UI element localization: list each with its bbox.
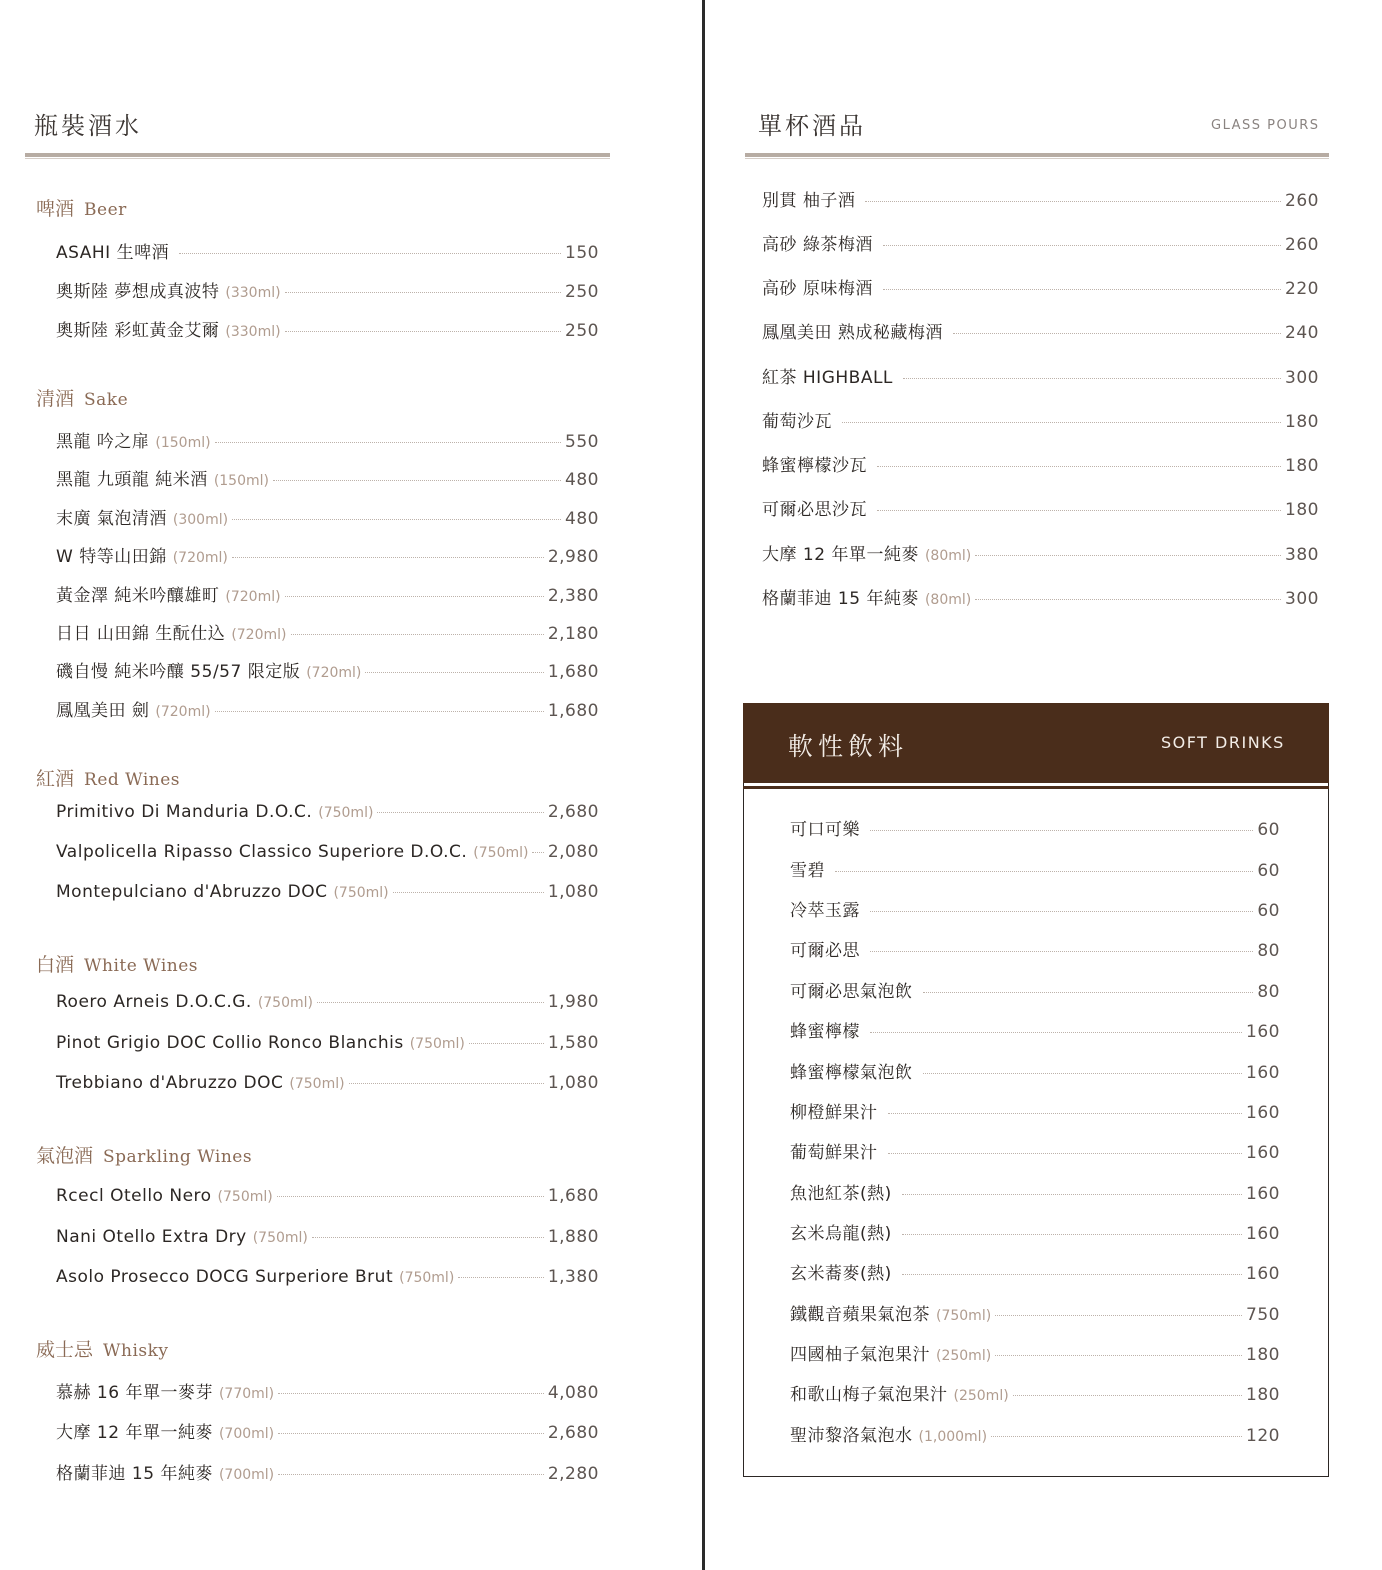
menu-item: 慕赫 16 年單一麥芽 (770ml) 4,080 [56, 1383, 599, 1403]
category-zh: 氣泡酒 [36, 1145, 94, 1167]
menu-item: 鳳凰美田 劍 (720ml) 1,680 [56, 701, 599, 721]
menu-item: Primitivo Di Manduria D.O.C. (750ml) 2,680 [56, 802, 599, 822]
category-beer [36, 194, 127, 221]
bottled-title: 瓶裝酒水 [34, 112, 142, 140]
category-whisky [36, 1335, 169, 1362]
page-divider [702, 0, 705, 1570]
menu-item: 黑龍 吟之扉 (150ml) 550 [56, 432, 599, 452]
menu-item: 格蘭菲迪 15 年純麥 (700ml) 2,280 [56, 1464, 599, 1484]
menu-item: 四國柚子氣泡果汁 (250ml) 180 [790, 1345, 1280, 1365]
category-en: Beer [84, 200, 127, 220]
glass-title: 單杯酒品 [758, 112, 866, 140]
menu-item: 蜂蜜檸檬沙瓦 180 [762, 456, 1319, 476]
soft-drinks-header-rule [743, 786, 1329, 789]
category-sparkling-wines [36, 1141, 252, 1168]
menu-item: 高砂 原味梅酒 220 [762, 279, 1319, 299]
glass-title-rule [745, 153, 1329, 159]
menu-item: 可爾必思氣泡飲 80 [790, 982, 1280, 1002]
menu-item: 大摩 12 年單一純麥 (700ml) 2,680 [56, 1423, 599, 1443]
menu-item: 末廣 氣泡清酒 (300ml) 480 [56, 509, 599, 529]
category-zh: 紅酒 [36, 768, 75, 790]
category-zh: 白酒 [36, 954, 75, 976]
menu-item: 日日 山田錦 生酛仕込 (720ml) 2,180 [56, 624, 599, 644]
soft-drinks-title: 軟性飲料 [788, 732, 909, 761]
category-en: Red Wines [84, 770, 181, 790]
menu-item: 玄米烏龍(熱) 160 [790, 1224, 1280, 1244]
category-red-wines [36, 764, 180, 791]
soft-drinks-subtitle: SOFT DRINKS [1161, 733, 1285, 752]
menu-item: 黃金澤 純米吟釀雄町 (720ml) 2,380 [56, 586, 599, 606]
category-zh: 威士忌 [36, 1339, 94, 1361]
menu-item: 黑龍 九頭龍 純米酒 (150ml) 480 [56, 470, 599, 490]
menu-item: 磯自慢 純米吟釀 55/57 限定版 (720ml) 1,680 [56, 662, 599, 682]
menu-item: Trebbiano d'Abruzzo DOC (750ml) 1,080 [56, 1073, 599, 1093]
category-en: Sake [84, 390, 129, 410]
category-zh: 啤酒 [36, 198, 75, 220]
bottled-title-rule [25, 153, 610, 159]
menu-item: 聖沛黎洛氣泡水 (1,000ml) 120 [790, 1426, 1280, 1446]
menu-item: Roero Arneis D.O.C.G. (750ml) 1,980 [56, 992, 599, 1012]
menu-item: 可爾必思 80 [790, 941, 1280, 961]
menu-item: 雪碧 60 [790, 861, 1280, 881]
menu-item: 可口可樂 60 [790, 820, 1280, 840]
menu-item: Nani Otello Extra Dry (750ml) 1,880 [56, 1227, 599, 1247]
menu-item: Rcecl Otello Nero (750ml) 1,680 [56, 1186, 599, 1206]
menu-item: 別貫 柚子酒 260 [762, 191, 1319, 211]
menu-item: 葡萄沙瓦 180 [762, 412, 1319, 432]
category-en: Whisky [103, 1341, 169, 1361]
menu-item: 蜂蜜檸檬 160 [790, 1022, 1280, 1042]
menu-item: 高砂 綠茶梅酒 260 [762, 235, 1319, 255]
menu-item: 魚池紅茶(熱) 160 [790, 1184, 1280, 1204]
menu-item: 冷萃玉露 60 [790, 901, 1280, 921]
menu-item: 和歌山梅子氣泡果汁 (250ml) 180 [790, 1385, 1280, 1405]
menu-item: 鐵觀音蘋果氣泡茶 (750ml) 750 [790, 1305, 1280, 1325]
category-sake [36, 384, 128, 411]
menu-item: 大摩 12 年單一純麥 (80ml) 380 [762, 545, 1319, 565]
glass-subtitle: GLASS POURS [1211, 118, 1320, 133]
menu-item: Pinot Grigio DOC Collio Ronco Blanchis (750ml) 1,580 [56, 1033, 599, 1053]
menu-item: Montepulciano d'Abruzzo DOC (750ml) 1,080 [56, 882, 599, 902]
menu-item: 葡萄鮮果汁 160 [790, 1143, 1280, 1163]
menu-item: 奧斯陸 夢想成真波特 (330ml) 250 [56, 282, 599, 302]
category-en: White Wines [84, 956, 199, 976]
menu-item: W 特等山田錦 (720ml) 2,980 [56, 547, 599, 567]
category-white-wines [36, 950, 198, 977]
menu-item: 蜂蜜檸檬氣泡飲 160 [790, 1063, 1280, 1083]
category-zh: 清酒 [36, 388, 75, 410]
menu-item: 柳橙鮮果汁 160 [790, 1103, 1280, 1123]
menu-item: 奧斯陸 彩虹黃金艾爾 (330ml) 250 [56, 321, 599, 341]
menu-item: 格蘭菲迪 15 年純麥 (80ml) 300 [762, 589, 1319, 609]
menu-item: 可爾必思沙瓦 180 [762, 500, 1319, 520]
menu-item: Valpolicella Ripasso Classico Superiore D.O.C. (750ml) 2,080 [56, 842, 599, 862]
menu-item: 鳳凰美田 熟成秘藏梅酒 240 [762, 323, 1319, 343]
menu-item: ASAHI 生啤酒 150 [56, 243, 599, 263]
menu-item: 玄米蕎麥(熱) 160 [790, 1264, 1280, 1284]
category-en: Sparkling Wines [103, 1147, 253, 1167]
menu-item: Asolo Prosecco DOCG Surperiore Brut (750ml) 1,380 [56, 1267, 599, 1287]
menu-item: 紅茶 HIGHBALL 300 [762, 368, 1319, 388]
